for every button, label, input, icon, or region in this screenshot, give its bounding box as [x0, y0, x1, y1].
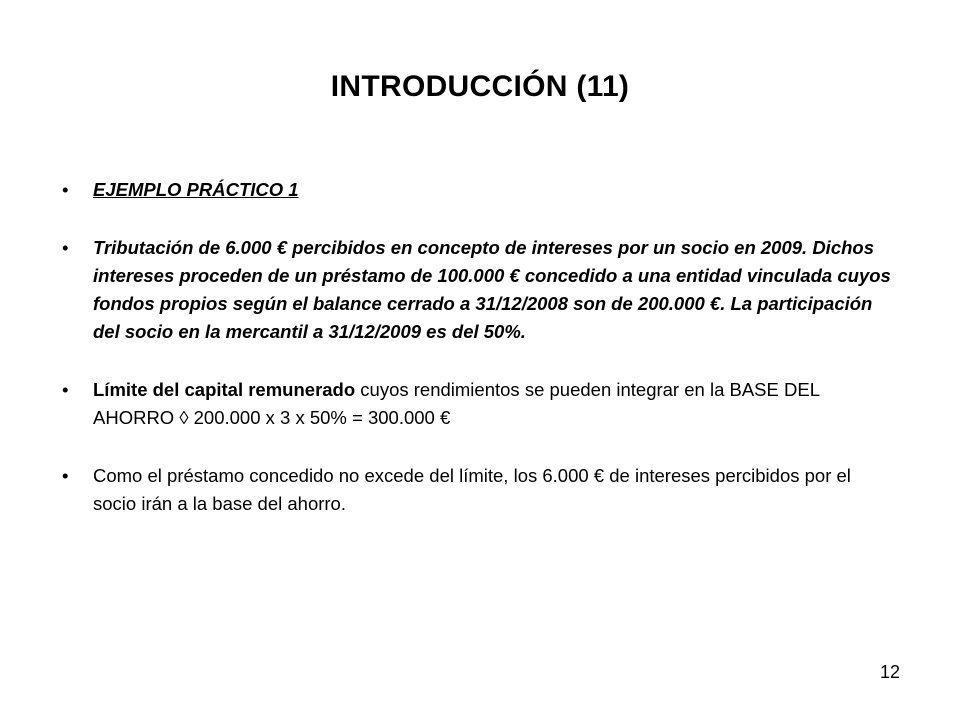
limit-label: Límite del capital remunerado	[93, 379, 356, 400]
limit-text: cuyos rendimientos se pueden integrar en la BASE DEL AHORRO ◊ 200.000 x 3 x 50% = 300.000 €	[93, 379, 820, 428]
bullet-icon: •	[62, 179, 69, 200]
conclusion-text: Como el préstamo concedido no excede del límite, los 6.000 € de intereses percibidos por el socio irán a la base del ahorro.	[93, 465, 851, 514]
example-heading: EJEMPLO PRÁCTICO 1	[93, 179, 299, 200]
page-number: 12	[879, 662, 900, 682]
bullet-icon: •	[62, 379, 69, 400]
example-statement: Tributación de 6.000 € percibidos en concepto de intereses por un socio en 2009. Dichos intereses proceden de un préstamo de 100.000 € concedido a una entidad vinculada cuyos fondos propios según el balance cerrado a 31/12/2008 son de 200.000 €. La participación del socio en la mercantil a 31/12/2009 es del 50%.	[93, 237, 891, 342]
bullet-item	[62, 234, 892, 346]
bullet-icon: •	[62, 465, 69, 486]
bullet-item	[62, 462, 892, 518]
slide-title: INTRODUCCIÓN (11)	[330, 70, 630, 103]
bullet-icon: •	[62, 237, 69, 258]
bullet-item	[62, 376, 892, 432]
bullet-item	[62, 176, 892, 204]
bullet-list	[62, 176, 892, 548]
